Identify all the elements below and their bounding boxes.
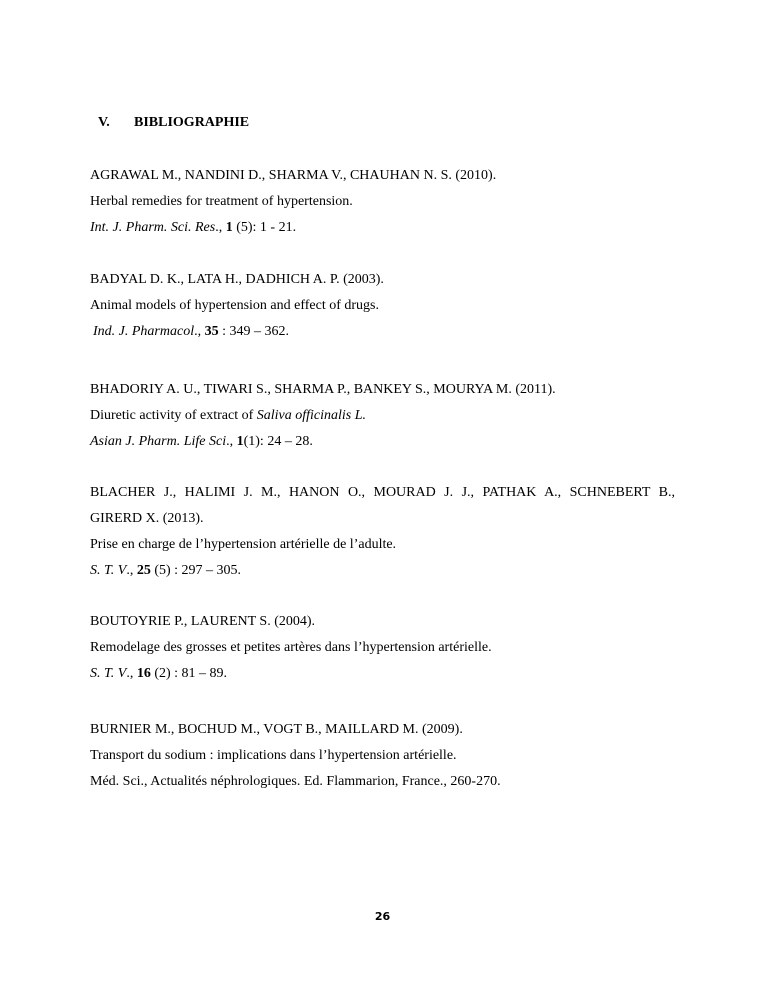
species-name: Saliva officinalis L. <box>256 408 367 423</box>
reference-authors: BOUTOYRIE P., LAURENT S. (2004). <box>90 614 316 629</box>
reference-title: Diuretic activity of extract of Saliva officinalis L. <box>90 408 367 423</box>
volume-number: 16 <box>136 666 151 681</box>
volume-number: 1 <box>225 220 233 235</box>
journal-name: Ind. J. Pharmacol <box>93 324 195 339</box>
reference-citation: S. T. V., 25 (5) : 297 – 305. <box>90 563 242 578</box>
reference-authors: AGRAWAL M., NANDINI D., SHARMA V., CHAUHAN N. S. (2010). <box>90 168 497 183</box>
journal-name: S. T. V <box>90 563 127 578</box>
reference-entry <box>90 609 675 687</box>
reference-authors: BURNIER M., BOCHUD M., VOGT B., MAILLARD M. (2009). <box>90 722 463 737</box>
reference-authors: BLACHER J., HALIMI J. M., HANON O., MOURAD J. J., PATHAK A., SCHNEBERT B., <box>90 485 675 500</box>
issue-pages: (1): 24 – 28. <box>243 434 313 449</box>
section-heading <box>98 115 249 131</box>
volume-number: 25 <box>136 563 151 578</box>
journal-name: Asian J. Pharm. Life Sci <box>90 434 227 449</box>
journal-name: S. T. V <box>90 666 127 681</box>
issue-pages: (5) : 297 – 305. <box>154 563 242 578</box>
issue-pages: (5): 1 - 21. <box>236 220 297 235</box>
volume-number: 35 <box>204 324 219 339</box>
reference-citation: Ind. J. Pharmacol., 35 : 349 – 362. <box>93 324 289 339</box>
issue-pages: (2) : 81 – 89. <box>154 666 228 681</box>
reference-entry <box>90 717 675 795</box>
reference-authors-continued: GIRERD X. (2013). <box>90 511 204 526</box>
journal-name: Int. J. Pharm. Sci. Res <box>90 220 216 235</box>
page-number: 26 <box>374 910 391 923</box>
volume-number: 1 <box>236 434 244 449</box>
reference-title: Prise en charge de l’hypertension artérielle de l’adulte. <box>90 537 397 552</box>
reference-authors: BADYAL D. K., LATA H., DADHICH A. P. (2003). <box>90 272 384 287</box>
reference-entry <box>90 267 675 345</box>
reference-entry <box>90 377 675 455</box>
reference-citation: Int. J. Pharm. Sci. Res., 1 (5): 1 - 21. <box>90 220 297 235</box>
reference-title: Remodelage des grosses et petites artères dans l’hypertension artérielle. <box>90 640 492 655</box>
issue-pages: : 349 – 362. <box>222 324 289 339</box>
section-number: V. <box>98 115 110 130</box>
reference-title: Herbal remedies for treatment of hypertension. <box>90 194 353 209</box>
reference-entry <box>90 163 675 241</box>
reference-source: Méd. Sci., Actualités néphrologiques. Ed. Flammarion, France., 260-270. <box>90 774 501 789</box>
reference-title: Transport du sodium : implications dans l’hypertension artérielle. <box>90 748 457 763</box>
reference-citation: Asian J. Pharm. Life Sci., 1(1): 24 – 28. <box>90 434 313 449</box>
reference-title: Animal models of hypertension and effect of drugs. <box>90 298 380 313</box>
reference-entry <box>90 480 675 584</box>
reference-citation: S. T. V., 16 (2) : 81 – 89. <box>90 666 228 681</box>
reference-authors: BHADORIY A. U., TIWARI S., SHARMA P., BANKEY S., MOURYA M. (2011). <box>90 382 556 397</box>
section-title: BIBLIOGRAPHIE <box>134 115 250 130</box>
